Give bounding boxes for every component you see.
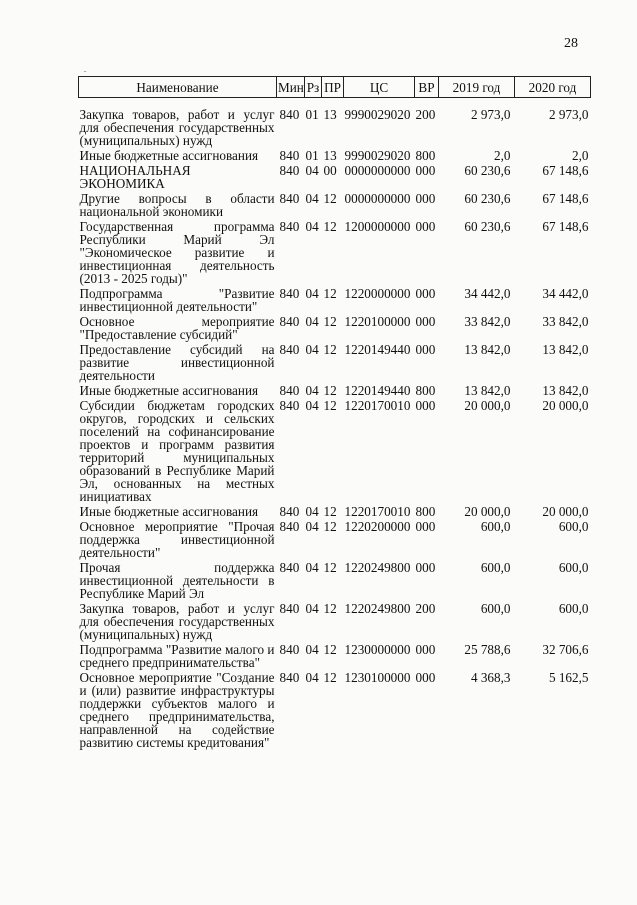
cell-y2020: 67 148,6 (542, 164, 589, 178)
cell-y2019: 2 973,0 (470, 107, 511, 122)
cell-cs: 9990029020 (344, 107, 411, 122)
cell-min: 840 (279, 561, 300, 575)
cell-pr: 12 (323, 343, 337, 357)
cell-min: 840 (279, 520, 300, 534)
cell-vr: 000 (415, 561, 436, 575)
cell-cs: 1220170010 (344, 399, 411, 413)
cell-name: Подпрограмма "Развитие малого и среднего предпринимательства" (79, 643, 275, 670)
table-body (79, 98, 591, 752)
cell-y2020: 600,0 (558, 561, 589, 575)
cell-cs: 1230100000 (344, 671, 411, 685)
corner-mark: ˝ (84, 70, 87, 78)
cell-rz: 04 (305, 220, 319, 234)
header-2020: 2020 год (515, 77, 591, 98)
header-cs: ЦС (344, 77, 415, 98)
cell-rz: 04 (305, 399, 319, 413)
cell-y2020: 33 842,0 (542, 315, 589, 329)
cell-vr: 000 (415, 399, 436, 413)
cell-y2020: 2,0 (572, 149, 589, 163)
cell-rz: 04 (305, 384, 319, 398)
cell-rz: 04 (305, 315, 319, 329)
cell-rz: 04 (305, 343, 319, 357)
cell-y2020: 20 000,0 (542, 505, 589, 519)
cell-y2020: 600,0 (558, 520, 589, 534)
budget-table (78, 76, 591, 751)
header-min: Мин (277, 77, 305, 98)
page-number: 28 (564, 36, 578, 51)
cell-pr: 12 (323, 315, 337, 329)
table-row (79, 164, 591, 192)
cell-rz: 04 (305, 671, 319, 685)
cell-cs: 9990029020 (344, 149, 411, 163)
cell-cs: 1220149440 (344, 384, 411, 398)
cell-vr: 000 (415, 520, 436, 534)
table-row (79, 192, 591, 220)
cell-vr: 200 (415, 107, 436, 122)
cell-vr: 000 (415, 643, 436, 657)
cell-rz: 04 (305, 643, 319, 657)
table-row (79, 315, 591, 343)
table-row (79, 384, 591, 399)
cell-pr: 12 (323, 287, 337, 301)
cell-y2020: 13 842,0 (542, 384, 589, 398)
cell-cs: 1220100000 (344, 315, 411, 329)
cell-rz: 04 (305, 192, 319, 206)
cell-min: 840 (279, 643, 300, 657)
cell-y2020: 32 706,6 (542, 643, 589, 657)
cell-min: 840 (279, 602, 300, 616)
cell-name: Субсидии бюджетам городских округов, городских и сельских поселений на софинансирование проектов и программ развития территорий муниципальных образований в Республике Марий Эл, основанных на местных инициативах (79, 399, 275, 504)
cell-y2019: 13 842,0 (464, 384, 511, 398)
cell-cs: 1220249800 (344, 602, 411, 616)
cell-y2020: 67 148,6 (542, 192, 589, 206)
cell-y2020: 20 000,0 (542, 399, 589, 413)
cell-name: Предоставление субсидий на развитие инвестиционной деятельности (79, 343, 275, 383)
table-row (79, 561, 591, 602)
cell-vr: 000 (415, 220, 436, 234)
header-name: Наименование (79, 77, 277, 98)
table-row (79, 671, 591, 751)
cell-vr: 000 (415, 287, 436, 301)
cell-rz: 04 (305, 505, 319, 519)
header-rz: Рз (305, 77, 322, 98)
cell-y2020: 34 442,0 (542, 287, 589, 301)
table-row (79, 287, 591, 315)
cell-name: Основное мероприятие "Создание и (или) развитие инфраструктуры поддержки субъектов малого и среднего предпринимательства, направленной на содействие развитию системы кредитования" (79, 671, 275, 750)
cell-pr: 12 (323, 505, 337, 519)
cell-vr: 000 (415, 192, 436, 206)
cell-name: Иные бюджетные ассигнования (79, 384, 259, 398)
table-row (79, 343, 591, 384)
cell-rz: 04 (305, 561, 319, 575)
cell-cs: 1200000000 (344, 220, 411, 234)
header-2019: 2019 год (439, 77, 515, 98)
cell-y2019: 600,0 (480, 520, 511, 534)
cell-vr: 000 (415, 671, 436, 685)
cell-name: Прочая поддержка инвестиционной деятельности в Республике Марий Эл (79, 561, 275, 601)
cell-min: 840 (279, 384, 300, 398)
cell-y2019: 60 230,6 (464, 192, 511, 206)
cell-y2020: 600,0 (558, 602, 589, 616)
table-row (79, 602, 591, 643)
cell-min: 840 (279, 399, 300, 413)
cell-name: Другие вопросы в области национальной экономики (79, 192, 275, 219)
cell-cs: 0000000000 (344, 192, 411, 206)
cell-name: Закупка товаров, работ и услуг для обеспечения государственных (муниципальных) нужд (79, 602, 275, 642)
cell-min: 840 (279, 287, 300, 301)
cell-y2019: 25 788,6 (464, 643, 511, 657)
cell-min: 840 (279, 192, 300, 206)
cell-y2019: 20 000,0 (464, 505, 511, 519)
cell-vr: 000 (415, 315, 436, 329)
cell-cs: 1220170010 (344, 505, 411, 519)
cell-min: 840 (279, 315, 300, 329)
cell-min: 840 (279, 343, 300, 357)
cell-name: Основное мероприятие "Прочая поддержка инвестиционной деятельности" (79, 520, 275, 560)
cell-name: Иные бюджетные ассигнования (79, 149, 259, 163)
cell-rz: 01 (305, 107, 319, 122)
cell-vr: 000 (415, 164, 436, 178)
cell-vr: 800 (415, 384, 436, 398)
cell-vr: 800 (415, 505, 436, 519)
cell-y2019: 34 442,0 (464, 287, 511, 301)
cell-name: Подпрограмма "Развитие инвестиционной деятельности" (79, 287, 275, 314)
cell-pr: 12 (323, 384, 337, 398)
cell-rz: 04 (305, 602, 319, 616)
table-row (79, 520, 591, 561)
cell-min: 840 (279, 107, 300, 122)
cell-pr: 13 (323, 107, 337, 122)
cell-pr: 13 (323, 149, 337, 163)
cell-y2020: 5 162,5 (548, 671, 589, 685)
table-row (79, 220, 591, 287)
cell-y2020: 2 973,0 (548, 107, 589, 122)
cell-y2019: 20 000,0 (464, 399, 511, 413)
cell-y2019: 33 842,0 (464, 315, 511, 329)
cell-pr: 12 (323, 671, 337, 685)
cell-min: 840 (279, 149, 300, 163)
cell-pr: 12 (323, 643, 337, 657)
cell-rz: 04 (305, 164, 319, 178)
table-header (79, 77, 591, 98)
header-vr: ВР (415, 77, 439, 98)
cell-name: Закупка товаров, работ и услуг для обеспечения государственных (муниципальных) нужд (79, 107, 275, 148)
table-row (79, 643, 591, 671)
cell-min: 840 (279, 220, 300, 234)
cell-name: Иные бюджетные ассигнования (79, 505, 259, 519)
cell-vr: 200 (415, 602, 436, 616)
cell-vr: 000 (415, 343, 436, 357)
table-row (79, 505, 591, 520)
cell-y2019: 60 230,6 (464, 164, 511, 178)
cell-y2020: 13 842,0 (542, 343, 589, 357)
cell-vr: 800 (415, 149, 436, 163)
cell-y2019: 2,0 (494, 149, 511, 163)
cell-rz: 04 (305, 520, 319, 534)
cell-min: 840 (279, 505, 300, 519)
table-row (79, 149, 591, 164)
cell-pr: 12 (323, 192, 337, 206)
cell-cs: 1220200000 (344, 520, 411, 534)
cell-cs: 1220000000 (344, 287, 411, 301)
cell-y2019: 60 230,6 (464, 220, 511, 234)
cell-cs: 1220249800 (344, 561, 411, 575)
cell-pr: 12 (323, 602, 337, 616)
cell-cs: 1230000000 (344, 643, 411, 657)
cell-pr: 12 (323, 520, 337, 534)
table-row (79, 399, 591, 505)
header-row (79, 77, 591, 98)
cell-cs: 0000000000 (344, 164, 411, 178)
cell-rz: 04 (305, 287, 319, 301)
cell-pr: 12 (323, 399, 337, 413)
cell-name: Государственная программа Республики Марий Эл "Экономическое развитие и инвестиционная деятельность (2013 - 2025 годы)" (79, 220, 275, 286)
cell-y2019: 600,0 (480, 602, 511, 616)
cell-y2019: 600,0 (480, 561, 511, 575)
cell-y2019: 13 842,0 (464, 343, 511, 357)
cell-name: НАЦИОНАЛЬНАЯ ЭКОНОМИКА (79, 164, 191, 191)
cell-pr: 12 (323, 220, 337, 234)
cell-pr: 12 (323, 561, 337, 575)
cell-name: Основное мероприятие "Предоставление субсидий" (79, 315, 275, 342)
cell-pr: 00 (323, 164, 337, 178)
header-pr: ПР (322, 77, 344, 98)
cell-min: 840 (279, 671, 300, 685)
table-row (79, 98, 591, 150)
cell-rz: 01 (305, 149, 319, 163)
cell-min: 840 (279, 164, 300, 178)
cell-y2019: 4 368,3 (470, 671, 511, 685)
cell-y2020: 67 148,6 (542, 220, 589, 234)
cell-cs: 1220149440 (344, 343, 411, 357)
